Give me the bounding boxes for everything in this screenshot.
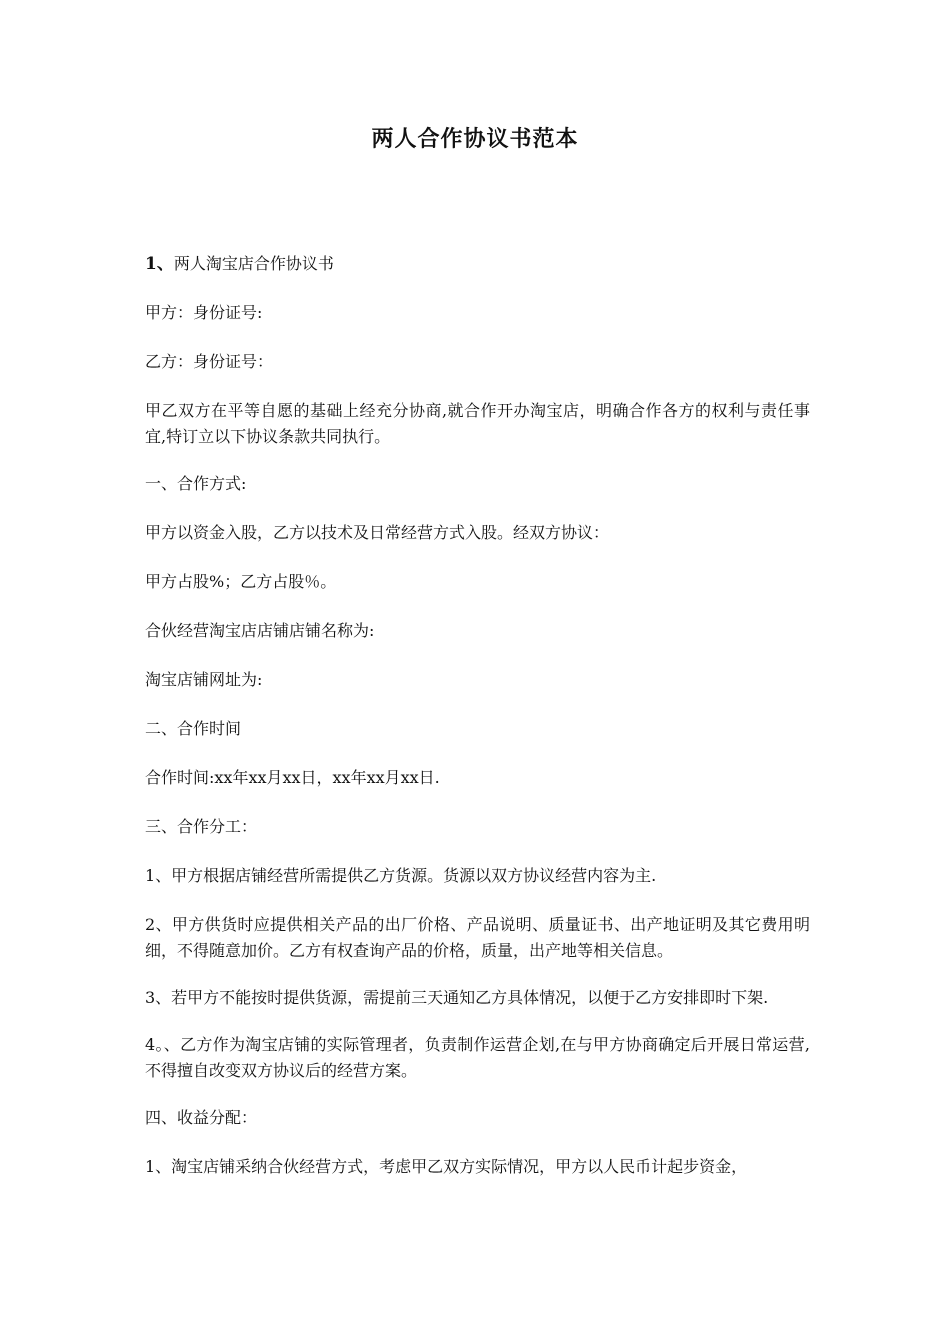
clause-3-4: 4。、乙方作为淘宝店铺的实际管理者，负责制作运营企划,在与甲方协商确定后开展日常运营,不得擅自改变双方协议后的经营方案。	[145, 1035, 810, 1080]
preamble-paragraph: 甲乙双方在平等自愿的基础上经充分协商,就合作开办淘宝店，明确合作各方的权利与责任事宜,特订立以下协议条款共同执行。	[145, 401, 810, 446]
party-b-line: 乙方：身份证号：	[145, 352, 274, 371]
clause-3-2: 2、甲方供货时应提供相关产品的出厂价格、产品说明、质量证书、出产地证明及其它费用明细，不得随意加价。乙方有权查询产品的价格，质量，出产地等相关信息。	[145, 915, 810, 960]
paragraph-store-url: 淘宝店铺网址为:	[145, 670, 263, 689]
paragraph-shares: 甲方占股%；乙方占股％。	[145, 572, 337, 591]
heading-profit-distribution: 四、收益分配：	[145, 1108, 258, 1127]
heading-cooperation-method: 一、合作方式:	[145, 474, 247, 493]
clause-3-3: 3、若甲方不能按时提供货源，需提前三天通知乙方具体情况，以便于乙方安排即时下架.	[145, 988, 769, 1007]
document-title: 两人合作协议书范本	[371, 126, 579, 152]
paragraph-time: 合作时间:xx年xx月xx日，xx年xx月xx日.	[145, 768, 440, 787]
party-a-line: 甲方：身份证号:	[145, 303, 263, 322]
document-body	[145, 251, 810, 1203]
heading-cooperation-time: 二、合作时间	[145, 719, 242, 738]
clause-3-1: 1、甲方根据店铺经营所需提供乙方货源。货源以双方协议经营内容为主.	[145, 866, 657, 885]
section-number: 1、	[145, 254, 174, 274]
section-title: 两人淘宝店合作协议书	[173, 254, 334, 273]
paragraph-store-name: 合伙经营淘宝店店铺店铺名称为:	[145, 621, 375, 640]
clause-4-1: 1、淘宝店铺采纳合伙经营方式，考虑甲乙双方实际情况，甲方以人民币计起步资金，	[145, 1157, 748, 1176]
paragraph-investment: 甲方以资金入股，乙方以技术及日常经营方式入股。经双方协议：	[145, 523, 610, 542]
heading-division-of-work: 三、合作分工：	[145, 817, 258, 836]
section-heading	[145, 251, 810, 277]
